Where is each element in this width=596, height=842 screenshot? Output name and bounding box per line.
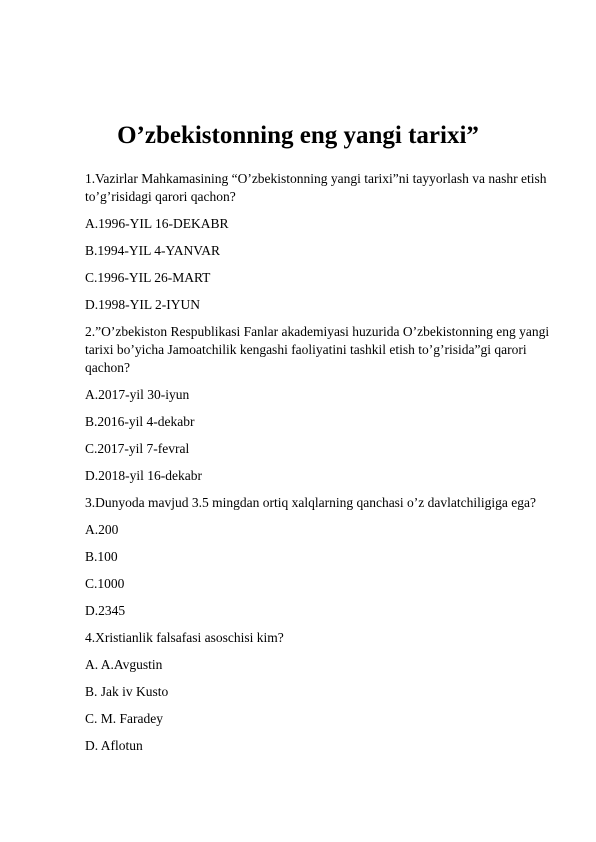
answer-option: D.1998-YIL 2-IYUN xyxy=(85,297,200,312)
question-text: 1.Vazirlar Mahkamasining “O’zbekistonning yangi tarixi”ni tayyorlash va nashr etish to’g’risidagi qarori qachon? xyxy=(85,171,547,204)
answer-option: D. Aflotun xyxy=(85,738,143,753)
question-1 xyxy=(85,170,565,314)
answer-option: B.1994-YIL 4-YANVAR xyxy=(85,243,220,258)
question-text: 3.Dunyoda mavjud 3.5 mingdan ortiq xalqlarning qanchasi o’z davlatchiligiga ega? xyxy=(85,495,536,510)
answer-option: A.2017-yil 30-iyun xyxy=(85,387,190,402)
answer-option: C.2017-yil 7-fevral xyxy=(85,441,190,456)
answer-option: C. M. Faradey xyxy=(85,711,163,726)
answer-option: C.1996-YIL 26-MART xyxy=(85,270,211,285)
answer-option: C.1000 xyxy=(85,576,125,591)
question-4 xyxy=(85,629,565,755)
answer-option: A. A.Avgustin xyxy=(85,657,163,672)
question-text: 2.”O’zbekiston Respublikasi Fanlar akademiyasi huzurida O’zbekistonning eng yangi tarixi bo’yicha Jamoatchilik kengashi faoliyatini tashkil etish to’g’risida”gi qarori qachon? xyxy=(85,324,550,375)
answer-option: D.2345 xyxy=(85,603,126,618)
answer-option: B.2016-yil 4-dekabr xyxy=(85,414,195,429)
question-list xyxy=(85,170,565,764)
document-title: O’zbekistonning eng yangi tarixi” xyxy=(117,122,479,149)
answer-option: B. Jak iv Kusto xyxy=(85,684,169,699)
answer-option: A.1996-YIL 16-DEKABR xyxy=(85,216,229,231)
answer-option: A.200 xyxy=(85,522,119,537)
answer-option: B.100 xyxy=(85,549,118,564)
question-3 xyxy=(85,494,565,620)
answer-option: D.2018-yil 16-dekabr xyxy=(85,468,202,483)
question-2 xyxy=(85,323,565,485)
question-text: 4.Xristianlik falsafasi asoschisi kim? xyxy=(85,630,284,645)
